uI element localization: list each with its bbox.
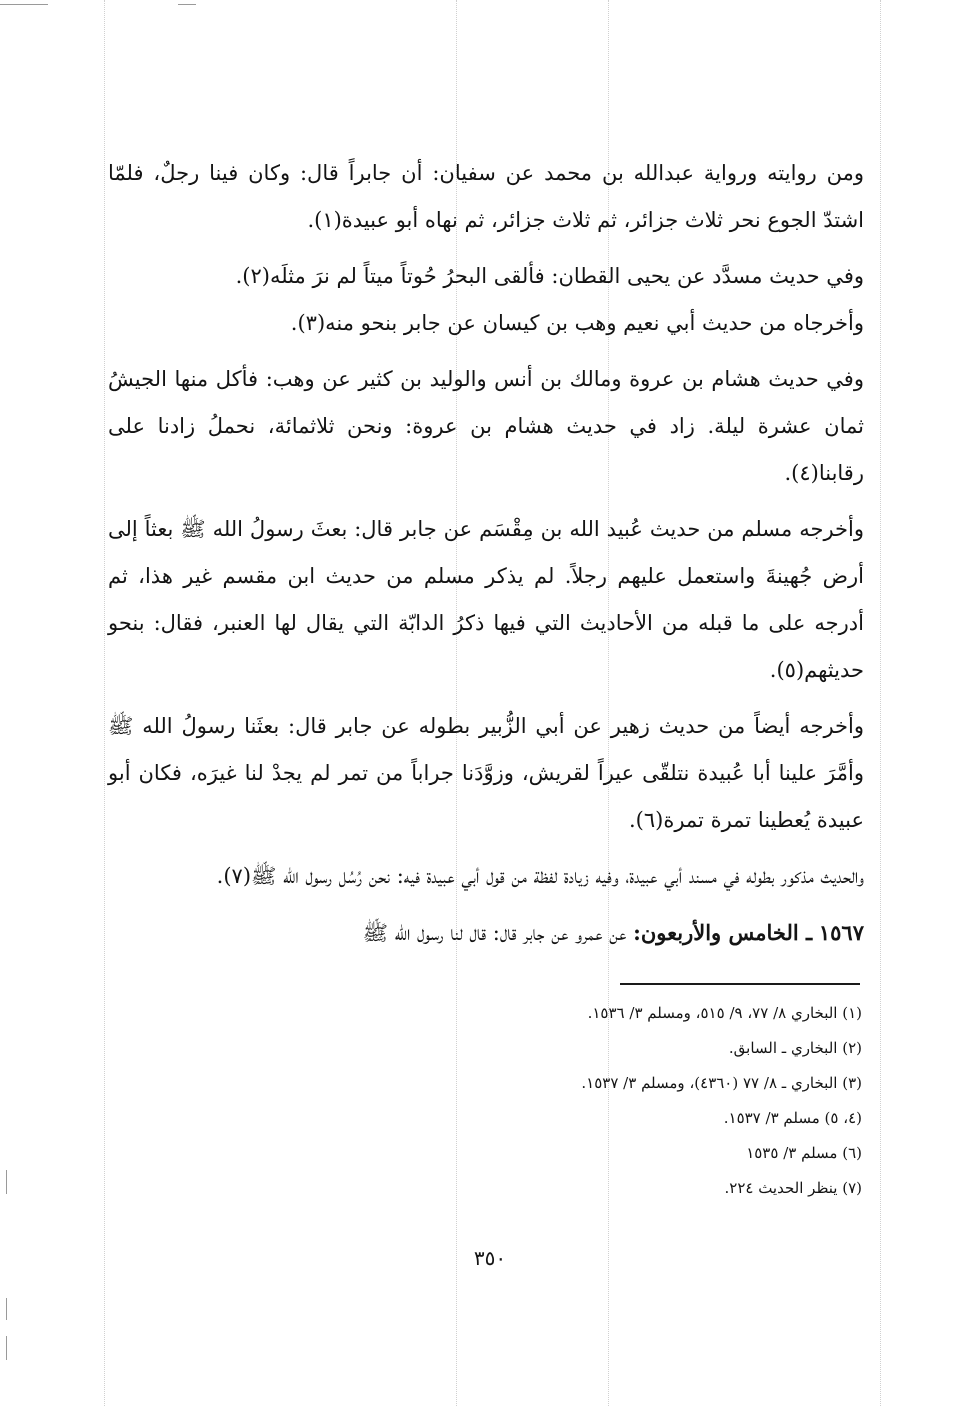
footnotes: [242, 996, 862, 1206]
footnote-2: (٢) البخاري ـ السابق.: [728, 1039, 862, 1057]
paragraph-4: وفي حديث هشام بن عروة ومالك بن أنس والوليد بن كثير عن وهب: فأكل منها الجيشُ ثمان عشرة ليلة. زاد في حديث هشام بن عروة: ونحن ثلاثمائة، نحملُ زادنا على رقابنا(٤).: [108, 367, 864, 485]
paragraph-7: والحديث مذكور بطوله في مسند أبي عبيدة، وفيه زيادة لفظة من قول أبي عبيدة فيه: نحن رُسُل رسول الله ﷺ(٧).: [216, 864, 864, 888]
footnote-separator: [620, 983, 860, 985]
footnote-1: (١) البخاري ٨/ ٧٧، ٩/ ٥١٥، ومسلم ٣/ ١٥٣٦.: [587, 1004, 862, 1022]
scan-edge-left-1: [6, 1170, 7, 1194]
footnote-7: (٧) ينظر الحديث ٢٢٤.: [724, 1179, 862, 1197]
hadith-heading: [108, 909, 864, 957]
page-number: ٣٥٠: [473, 1246, 507, 1270]
fold-line-left: [104, 0, 105, 1406]
paragraph-5: وأخرجه مسلم من حديث عُبيد الله بن مِقْسَم عن جابر قال: بعثَ رسولُ الله ﷺ بعثاً إلى أرض جُهينةَ واستعمل عليهم رجلاً. لم يذكر مسلم من حديث ابن مقسم غير هذا، ثم أدرجه على ما قبله من الأحاديث التي فيها ذكرُ الدابّة التي يقال لها العنبر، فقال: بنحو حديثهم(٥).: [108, 517, 864, 682]
paragraph-2: وفي حديث مسدَّد عن يحيى القطان: فألقى البحرُ حُوتاً ميتاً لم نرَ مثلَه(٢).: [235, 264, 864, 288]
scan-edge-left-2: [6, 1298, 7, 1320]
paragraph-6: وأخرجه أيضاً من حديث زهير عن أبي الزُّبير بطوله عن جابر قال: بعثَنا رسولُ الله ﷺ وأمَّرَ علينا أبا عُبيدة نتلقّى عيراً لقريش، وزوَّدَنا جراباً من تمر لم يجدْ لنا غيرَه، فكان أبو عبيدة يُعطينا تمرة تمرة(٦).: [108, 714, 864, 832]
footnote-4-5: (٤، ٥) مسلم ٣/ ١٥٣٧.: [723, 1109, 862, 1127]
main-text: [108, 150, 864, 966]
scan-edge-left-3: [6, 1336, 7, 1360]
footnote-3: (٣) البخاري ـ ٨/ ٧٧ (٤٣٦٠)، ومسلم ٣/ ١٥٣٧.: [581, 1074, 862, 1092]
scan-edge-top-mid: [178, 4, 196, 5]
paragraph-3: وأخرجاه من حديث أبي نعيم وهب بن كيسان عن جابر بنحو منه(٣).: [290, 311, 864, 335]
hadith-opening-text: عن عمرو عن جابر قال: قال لنا رسول الله ﷺ: [362, 921, 627, 945]
footnote-6: (٦) مسلم ٣/ ١٥٣٥: [746, 1144, 862, 1162]
hadith-number: ١٥٦٧: [818, 920, 864, 945]
paragraph-1: ومن روايته ورواية عبدالله بن محمد عن سفيان: أن جابراً قال: وكان فينا رجلٌ، فلمّا اشتدّ الجوع نحر ثلاث جزائر، ثم ثلاث جزائر، ثم نهاه أبو عبيدة(١).: [108, 161, 864, 232]
fold-line-right: [880, 0, 881, 1406]
hadith-label: ـ الخامس والأربعون:: [633, 920, 813, 945]
scan-edge-top-left: [0, 4, 48, 5]
